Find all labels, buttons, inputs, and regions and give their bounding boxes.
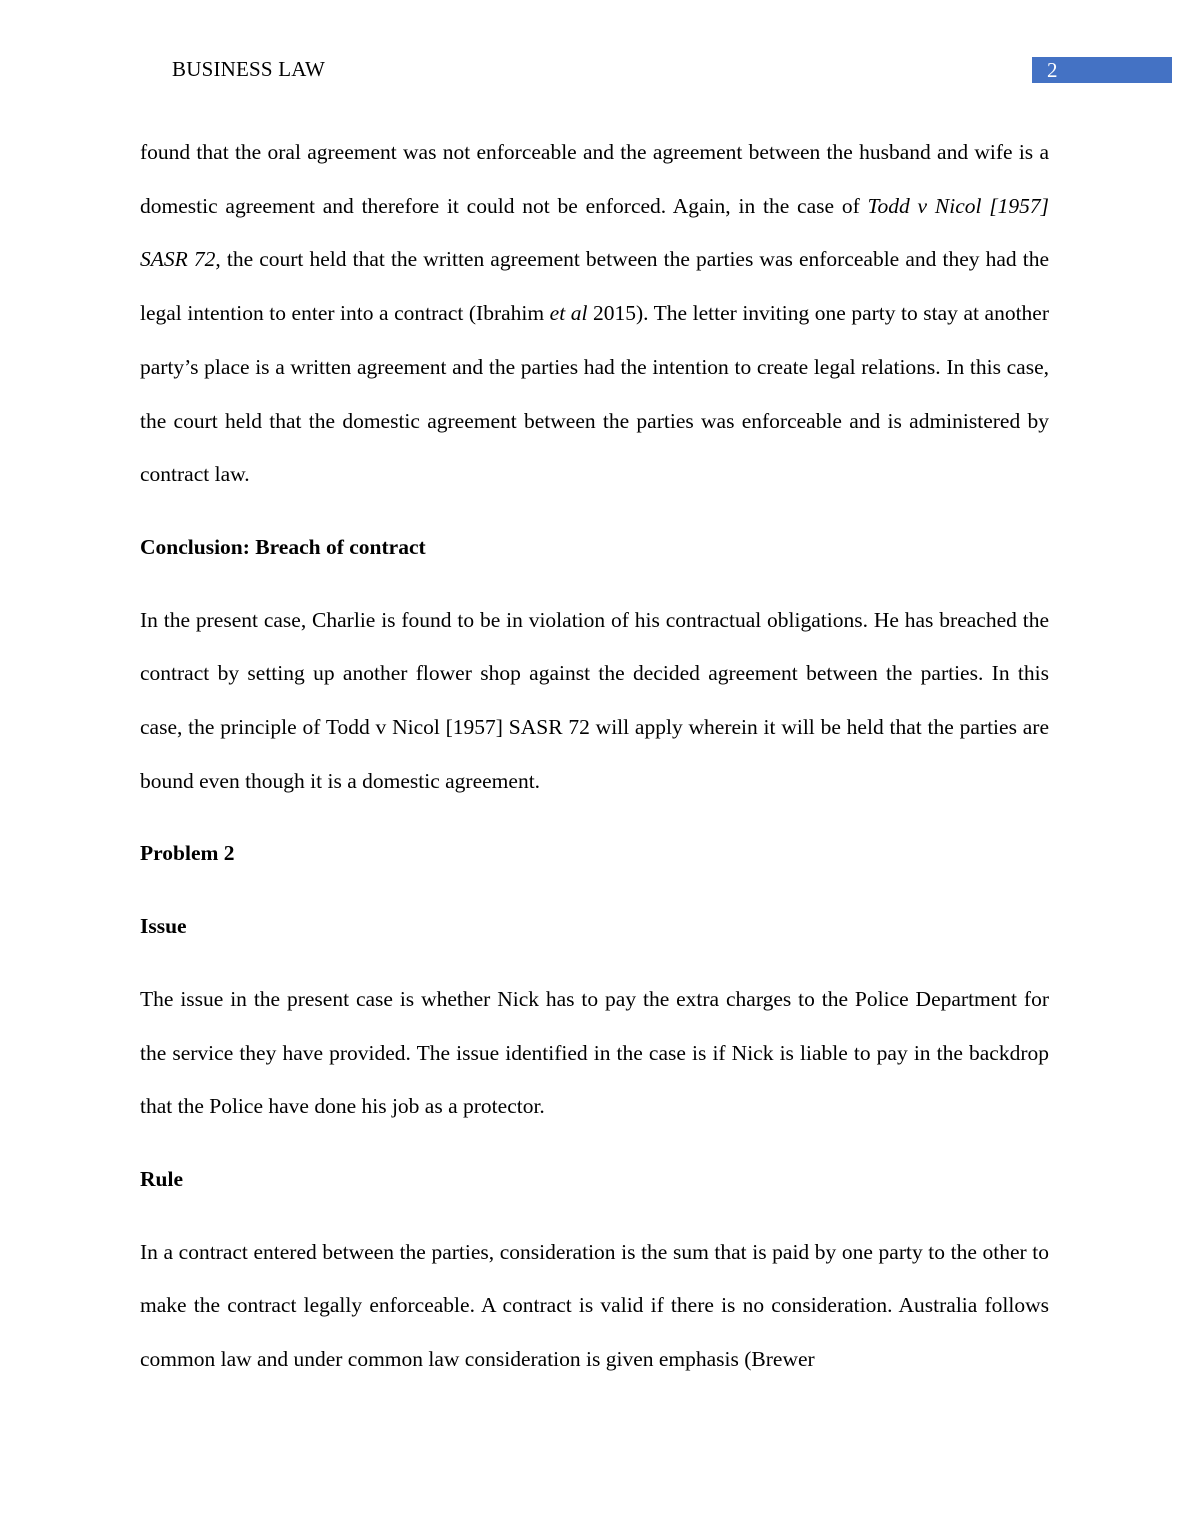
- header-title: BUSINESS LAW: [172, 57, 325, 81]
- heading-conclusion: Conclusion: Breach of contract: [140, 534, 426, 559]
- para-text: 2015). The letter inviting one party to stay at another party’s place is a written agreement and the parties had the intention to create legal relations. In this case, the court held that the domestic agreement between the parties was enforceable and is administered by contract law.: [140, 301, 1049, 487]
- case-citation: Todd v Nicol [1957] SASR 72: [140, 193, 1049, 272]
- paragraph-rule: In a contract entered between the parties, consideration is the sum that is paid by one party to the other to make the contract legally enforceable. A contract is valid if there is no consideration. Australia follows common law and under common law consideration is given emphasis (Brewer: [140, 1239, 1049, 1372]
- document-body: [140, 126, 1049, 1406]
- page-number: 2: [1032, 57, 1172, 83]
- et-al: et al: [549, 301, 588, 326]
- para-text: , the court held that the written agreement between the parties was enforceable and they had the legal intention to enter into a contract (Ibrahim: [140, 247, 1049, 326]
- paragraph-case-discussion: [140, 126, 1049, 502]
- para-text: found that the oral agreement was not enforceable and the agreement between the husband and wife is a domestic agreement and therefore it could not be enforced. Again, in the case of: [140, 140, 1049, 218]
- paragraph-conclusion: In the present case, Charlie is found to be in violation of his contractual obligations. He has breached the contract by setting up another flower shop against the decided agreement between the parties. In this case, the principle of Todd v Nicol [1957] SASR 72 will apply wherein it will be held that the parties are bound even though it is a domestic agreement.: [140, 607, 1049, 793]
- heading-issue: Issue: [140, 914, 187, 939]
- heading-problem-2: Problem 2: [140, 841, 235, 866]
- paragraph-issue: The issue in the present case is whether Nick has to pay the extra charges to the Police Department for the service they have provided. The issue identified in the case is if Nick is liable to pay in the backdrop that the Police have done his job as a protector.: [140, 986, 1049, 1119]
- heading-rule: Rule: [140, 1166, 183, 1191]
